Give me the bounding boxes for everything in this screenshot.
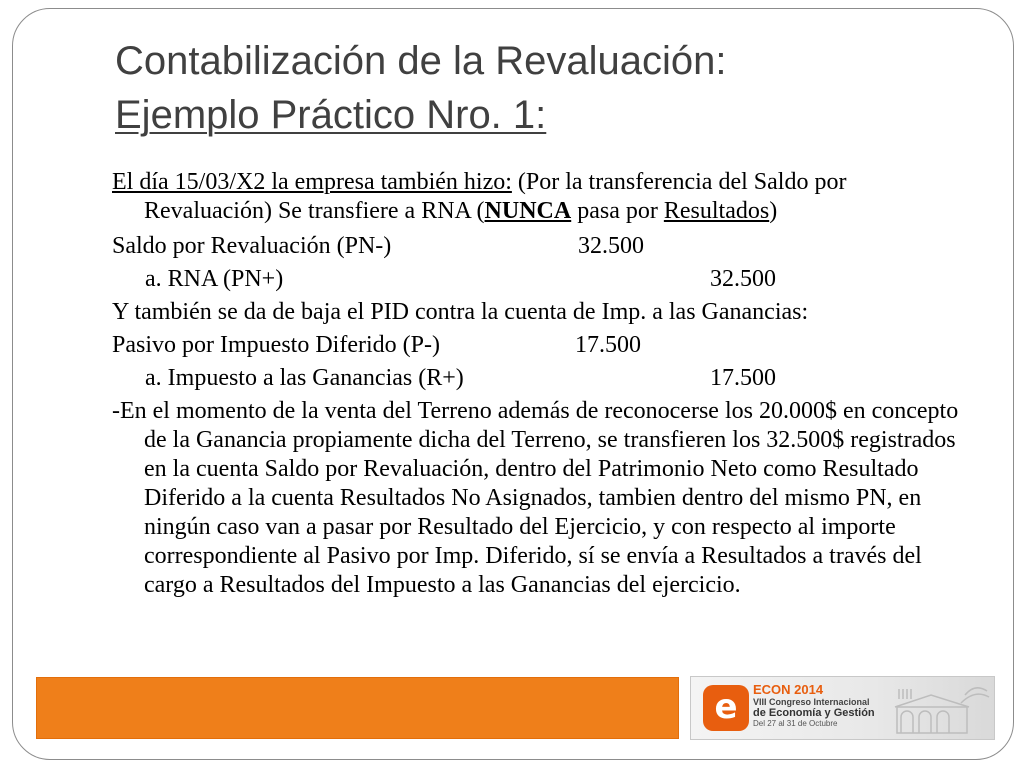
econ-2014-logo <box>690 676 995 740</box>
entry1-debit-amount: 32.500 <box>578 233 644 259</box>
entry2-debit-label: Pasivo por Impuesto Diferido (P-) <box>112 332 440 358</box>
footer-orange-bar <box>36 677 679 739</box>
paragraph-transfer-intro <box>112 168 980 226</box>
entry2-credit-amount: 17.500 <box>710 365 776 391</box>
intro-underlined-resultados: Resultados <box>663 198 770 224</box>
entry1-credit-amount: 32.500 <box>710 266 776 292</box>
econ-e-logo-icon: e <box>703 685 749 731</box>
paragraph-sale-explanation: -En el momento de la venta del Terreno además de reconocerse los 20.000$ en concepto de la Ganancia propiamente dicha del Terreno, se transfieren los 32.500$ registrados en la cuenta Saldo por Revaluación, dentro del Patrimonio Neto como Resultado Diferido a la cuenta Resultados No Asignados, tambien dentro del mismo PN, en ningún caso van a pasar por Resultado del Ejercicio, y con respecto al importe correspondiente al Pasivo por Imp. Diferido, sí se envía a Resultados a través del cargo a Resultados del Impuesto a las Ganancias del ejercicio. <box>112 398 959 598</box>
building-illustration-icon <box>891 681 991 737</box>
intro-bold-nunca: NUNCA <box>484 198 572 224</box>
title-line-1: Contabilización de la Revaluación: <box>115 39 727 83</box>
title-line-2: Ejemplo Práctico Nro. 1: <box>115 93 547 137</box>
entry1-debit-label: Saldo por Revaluación (PN-) <box>112 233 392 259</box>
intro-text-part3: pasa por <box>571 198 664 224</box>
slide-body <box>112 168 980 600</box>
logo-economy-line: de Economía y Gestión <box>753 707 875 719</box>
logo-texts <box>753 683 875 729</box>
entry1-credit-row <box>112 265 980 294</box>
entry2-debit-amount: 17.500 <box>575 332 641 358</box>
entry2-credit-row <box>112 364 980 393</box>
entry2-debit-row <box>112 331 980 360</box>
logo-dates-line: Del 27 al 31 de Octubre <box>753 719 838 728</box>
logo-event-name: ECON 2014 <box>753 682 824 697</box>
slide-title <box>115 34 975 142</box>
intro-text-part4: ) <box>769 198 778 224</box>
entry1-debit-row <box>112 232 980 261</box>
entry1-credit-label: a. RNA (PN+) <box>145 266 284 292</box>
paragraph-pid-writeoff: Y también se da de baja el PID contra la cuenta de Imp. a las Ganancias: <box>112 299 809 325</box>
logo-congress-line: VIII Congreso Internacional <box>753 697 870 707</box>
entry2-credit-label: a. Impuesto a las Ganancias (R+) <box>145 365 464 391</box>
intro-underlined-text: El día 15/03/X2 la empresa también hizo: <box>112 169 512 195</box>
intro-text-part2: (Por la transferencia del Saldo por Revaluación) Se transfiere a RNA ( <box>144 169 847 224</box>
